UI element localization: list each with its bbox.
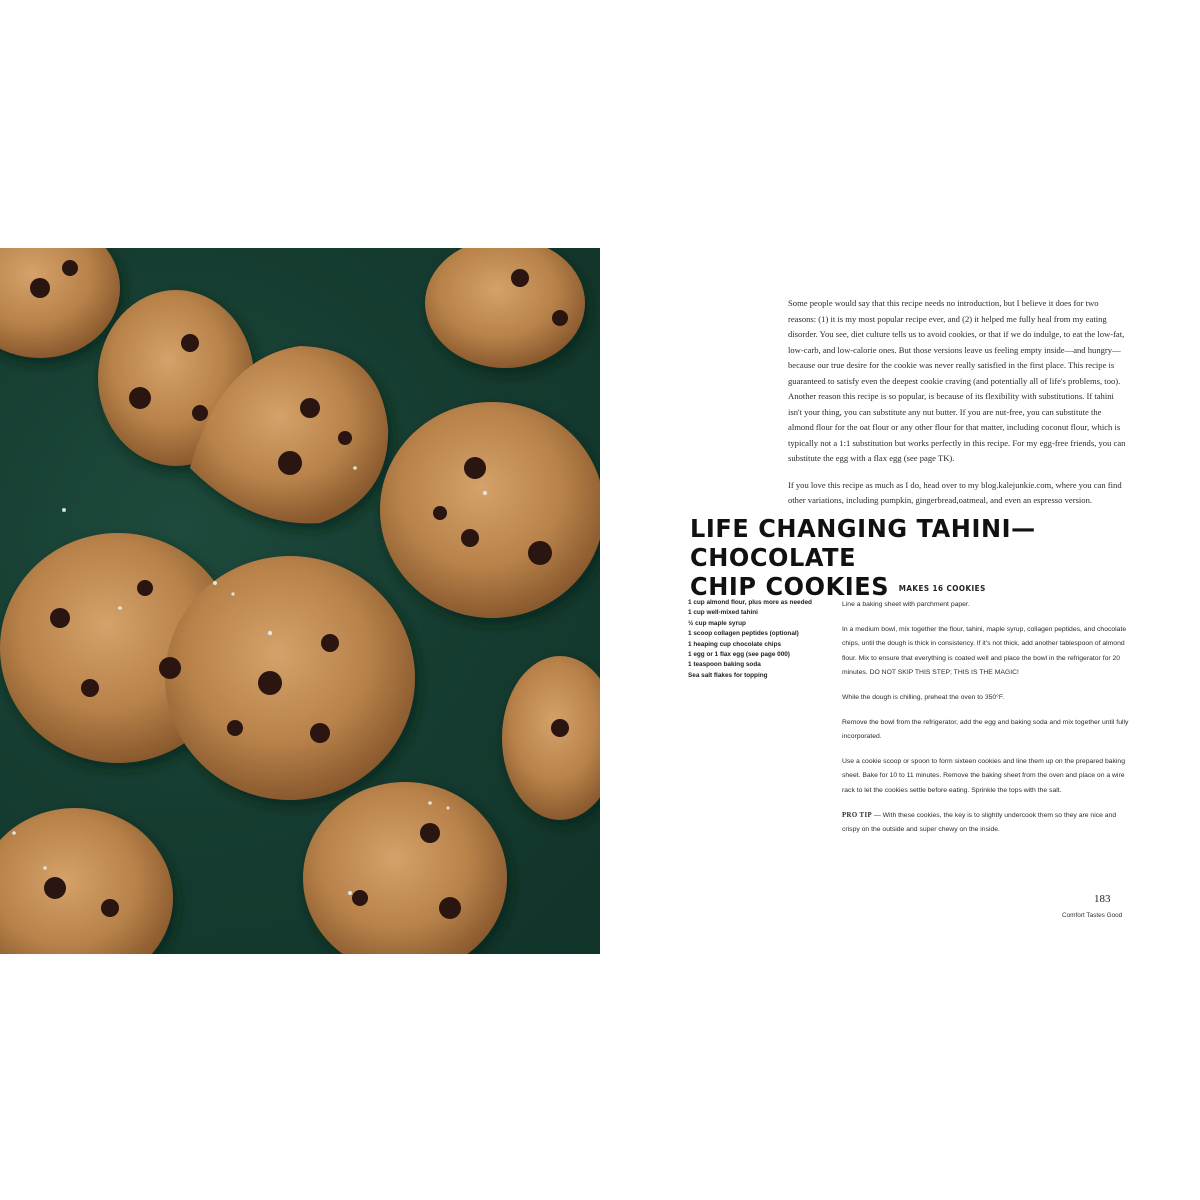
page-number: 183 <box>1094 893 1111 905</box>
pro-tip <box>842 809 1132 838</box>
recipe-title-line1: LIFE CHANGING TAHINI—CHOCOLATE <box>690 514 1036 572</box>
ingredient-item: 1 scoop collagen peptides (optional) <box>688 630 799 638</box>
running-head: Comfort Tastes Good <box>1062 912 1123 919</box>
recipe-title <box>690 514 1122 603</box>
ingredient-item: Sea salt flakes for topping <box>688 671 768 679</box>
ingredient-list <box>688 598 828 681</box>
intro-text <box>788 296 1126 520</box>
ingredient-item: 1 egg or 1 flax egg (see page 000) <box>688 651 790 659</box>
ingredient-item: 1 heaping cup chocolate chips <box>688 640 782 648</box>
intro-paragraph: Some people would say that this recipe needs no introduction, but I believe it does for two reasons: (1) it is my most popular recipe ever, and (2) it helped me fully heal from my eating disorder. You see, diet culture tells us to avoid cookies, or that if we do indulge, to eat the low-fat, low-carb, and low-calorie ones. But those versions leave us feeling empty inside—and hungry—because our true desire for the cookie was never really satisfied in the first place. This recipe is guaranteed to satisfy even the deepest cookie craving (and potentially all of life's problems, too). Another reason this recipe is so popular, is because of its flexibility with substitutions. If tahini isn't your thing, you can substitute any nut butter. If you are nut-free, you can substitute the almond flour for the oat flour or any other flour for that matter, including coconut flour, which is typically not a 1:1 substitution but works perfectly in this recipe. For my egg-free friends, you can substitute the egg with a flax egg (see page TK). <box>788 298 1126 463</box>
recipe-steps <box>842 598 1132 848</box>
pro-tip-text: — With these cookies, the key is to slightly undercook them so they are nice and crispy on the outside and super chewy on the inside. <box>842 811 1117 834</box>
intro-paragraph: If you love this recipe as much as I do, head over to my blog.kalejunkie.com, where you can find other variations, including pumpkin, gingerbread,oatmeal, and even an espresso version. <box>788 479 1122 505</box>
cookie-illustration <box>0 248 600 954</box>
ingredient-item: 1 teaspoon baking soda <box>688 661 761 669</box>
step-text: Use a cookie scoop or spoon to form sixteen cookies and line them up on the prepared baking sheet. Bake for 10 to 11 minutes. Remove the baking sheet from the oven and place on a wire rack to let the cookies settle before eating. Sprinkle the tops with the salt. <box>842 757 1125 794</box>
cookie-photo <box>0 248 600 954</box>
step-text: In a medium bowl, mix together the flour, tahini, maple syrup, collagen peptides, and chocolate chips, until the dough is thick in consistency. If it's not thick, add another tablespoon of almond flour. Mix to ensure that everything is coated well and place the bowl in the refrigerator for 20 minutes. DO NOT SKIP THIS STEP; THIS IS THE MAGIC! <box>842 625 1127 677</box>
ingredient-item: 1 cup almond flour, plus more as needed <box>688 599 812 606</box>
step-text: Line a baking sheet with parchment paper. <box>842 601 970 608</box>
step-text: While the dough is chilling, preheat the oven to 350°F. <box>842 693 1005 701</box>
recipe-title-line2: CHIP COOKIES <box>690 572 890 601</box>
ingredient-item: 1 cup well-mixed tahini <box>688 609 758 617</box>
ingredient-item: ½ cup maple syrup <box>688 619 746 627</box>
step-text: Remove the bowl from the refrigerator, add the egg and baking soda and mix together until fully incorporated. <box>842 718 1129 741</box>
recipe-yield: MAKES 16 COOKIES <box>898 583 986 593</box>
pro-tip-label: PRO TIP <box>842 811 873 819</box>
